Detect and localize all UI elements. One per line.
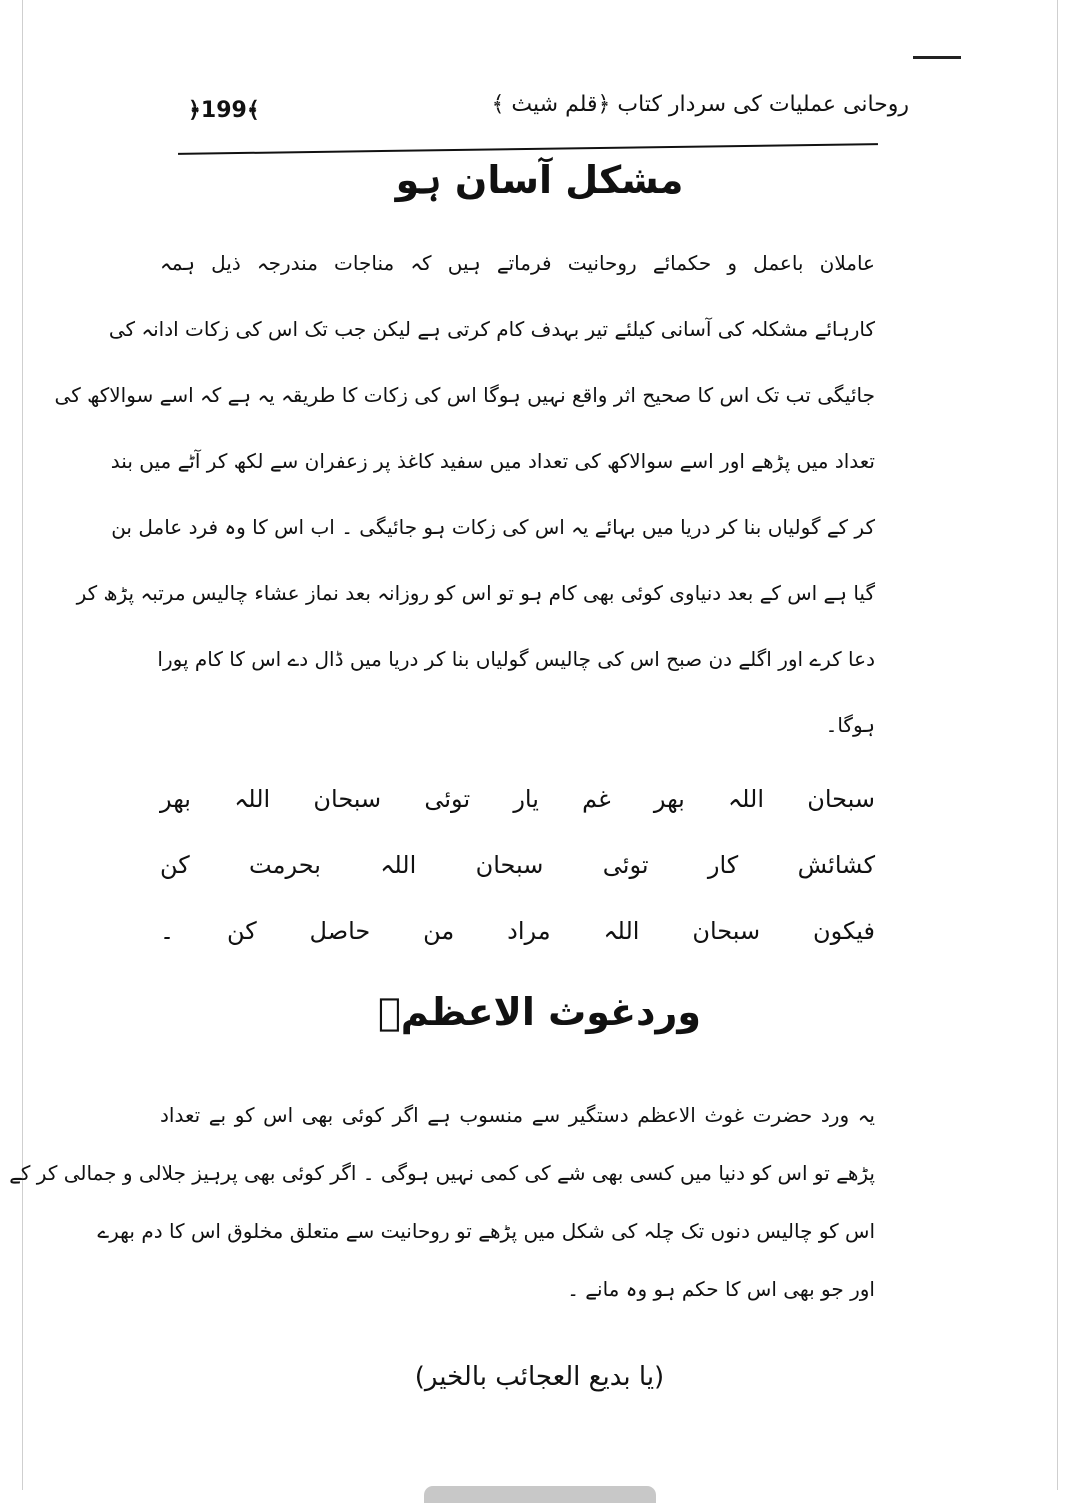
scroll-indicator[interactable]: [424, 1486, 656, 1503]
text-line: کارہائے مشکلہ کی آسانی کیلئے تیر بہدف کام کرتی ہے لیکن جب تک اس کی زکات ادانہ کی: [108, 317, 875, 341]
corner-mark: [913, 56, 961, 59]
text-line: ہوگا۔: [825, 713, 875, 737]
section2-paragraph: [9, 1086, 875, 1318]
page-number-value: 199: [200, 98, 247, 123]
closing-phrase: (یا بدیع العجائب بالخیر): [414, 1362, 665, 1392]
text-line: جائیگی تب تک اس کا صحیح اثر واقع نہیں ہوگا اس کی زکات کا طریقہ یہ ہے کہ اسے سوالاکھ کی: [54, 383, 875, 407]
text-line: تعداد میں پڑھے اور اسے سوالاکھ کی تعداد میں سفید کاغذ پر زعفران سے لکھ کر آٹے میں بند: [110, 449, 875, 473]
running-head: روحانی عملیات کی سردار کتاب ﴿قلم شیث ﴾: [491, 92, 909, 117]
section-title-mushkil-asan: مشکل آسان ہو: [395, 158, 684, 202]
section1-paragraph: [54, 230, 875, 758]
section-title-ghaus-azam: وردغوث الاعظمؒ: [377, 990, 702, 1034]
text-line: عاملان باعمل و حکمائے روحانیت فرماتے ہیں کہ مناجات مندرجہ ذیل ہمہ: [160, 251, 875, 275]
prayer-line: کشائش کار توئی سبحان اللہ بحرمت کن: [160, 851, 875, 879]
text-line: دعا کرے اور اگلے دن صبح اس کی چالیس گولیاں بنا کر دریا میں ڈال دے اس کا کام پورا: [157, 647, 875, 671]
prayer-text: [160, 766, 875, 964]
text-line: پڑھے تو اس کو دنیا میں کسی بھی شے کی کمی نہیں ہوگی ۔ اگر کوئی بھی پرہیز جلالی و جمالی کر کے: [9, 1161, 875, 1185]
text-line: اور جو بھی اس کا حکم ہو وہ مانے ۔: [567, 1277, 875, 1301]
text-line: کر کے گولیاں بنا کر دریا میں بہائے یہ اس کی زکات ہو جائیگی ۔ اب اس کا وہ فرد عامل بن: [111, 515, 875, 539]
text-line: یہ ورد حضرت غوث الاعظم دستگیر سے منسوب ہے اگر کوئی بھی اس کو بے تعداد: [160, 1103, 875, 1127]
prayer-line: سبحان اللہ بھر غم یار توئی سبحان اللہ بھر: [160, 785, 875, 813]
page-number: ﴿199﴾: [188, 98, 260, 123]
prayer-line: فیکون سبحان اللہ مراد من حاصل کن ۔: [160, 917, 875, 945]
text-line: گیا ہے اس کے بعد دنیاوی کوئی بھی کام ہو تو اس کو روزانہ بعد نماز عشاء چالیس مرتبہ پڑھ کر: [76, 581, 875, 605]
text-line: اس کو چالیس دنوں تک چلہ کی شکل میں پڑھے تو روحانیت سے متعلق مخلوق اس کا دم بھرے: [97, 1219, 875, 1243]
